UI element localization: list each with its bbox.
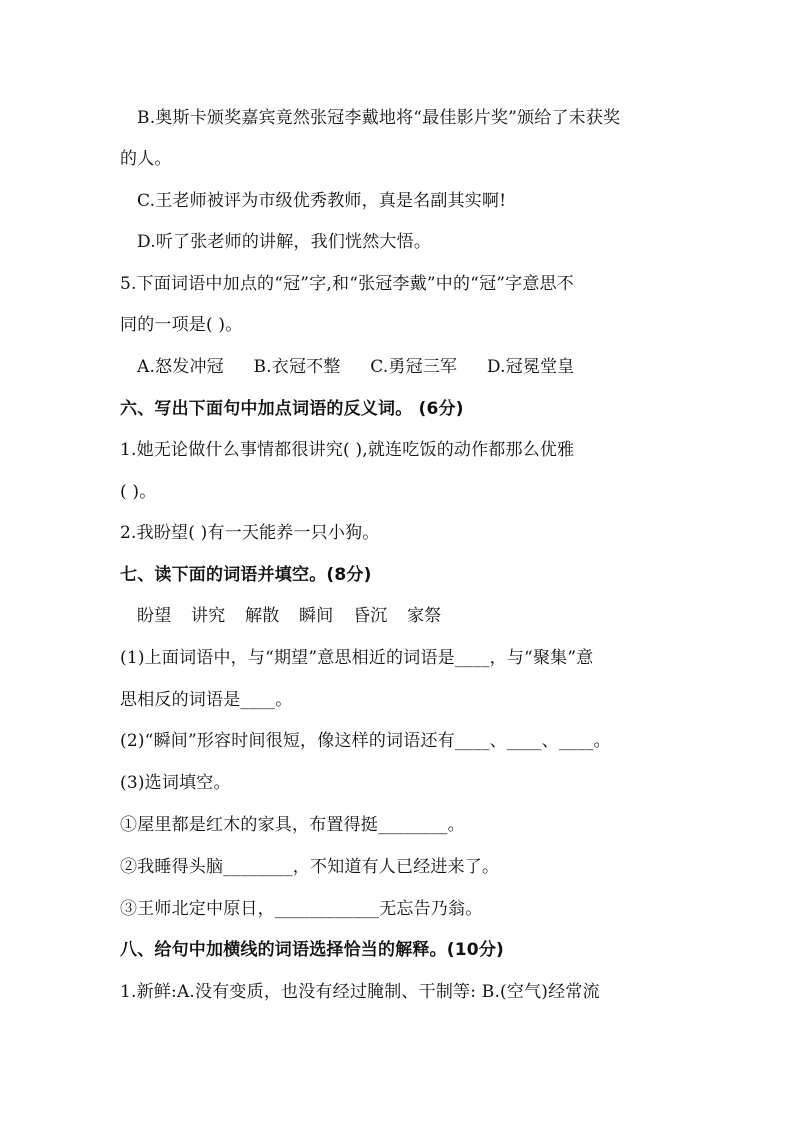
- word-item: 盼望: [137, 606, 172, 626]
- q5-options: [137, 355, 697, 379]
- q5-option-a: A.怒发冲冠: [137, 357, 224, 377]
- q5-option-b: B.衣冠不整: [253, 357, 341, 377]
- section6-q2: 2.我盼望( )有一天能养一只小狗。: [120, 523, 380, 543]
- section7-s2: ②我睡得头脑________，不知道有人已经进来了。: [120, 857, 500, 877]
- section6-q1-line1: 1.她无论做什么事情都很讲究( ),就连吃饭的动作都那么优雅: [120, 440, 575, 460]
- q5-option-d: D.冠冕堂皇: [486, 357, 575, 377]
- q5-option-c: C.勇冠三军: [370, 357, 458, 377]
- word-item: 讲究: [191, 606, 226, 626]
- q4-option-b-line2: 的人。: [120, 149, 172, 169]
- word-item: 瞬间: [299, 606, 334, 626]
- section8-q1: 1.新鲜:A.没有变质，也没有经过腌制、干制等: B.(空气)经常流: [120, 982, 600, 1002]
- section6-title: 六、写出下面句中加点词语的反义词。 (6分): [120, 399, 464, 419]
- section7-p1-line1: (1)上面词语中，与“期望”意思相近的词语是____，与“聚集”意: [120, 648, 594, 668]
- word-item: 家祭: [407, 606, 442, 626]
- q4-option-d: D.听了张老师的讲解，我们恍然大悟。: [137, 232, 432, 252]
- section6-q1-line2: ( )。: [120, 482, 157, 502]
- section7-p3: (3)选词填空。: [120, 773, 231, 793]
- word-item: 解散: [245, 606, 280, 626]
- section7-p2: (2)“瞬间”形容时间很短，像这样的词语还有____、____、____。: [120, 731, 611, 751]
- section7-s1: ①屋里都是红木的家具，布置得挺________。: [120, 815, 465, 835]
- section7-s3: ③王师北定中原日，____________无忘告乃翁。: [120, 899, 483, 919]
- section8-title: 八、给句中加横线的词语选择恰当的解释。(10分): [120, 940, 504, 960]
- q5-stem-line1: 5.下面词语中加点的“冠”字,和“张冠李戴”中的“冠”字意思不: [120, 274, 574, 294]
- q4-option-b-line1: B.奥斯卡颁奖嘉宾竟然张冠李戴地将“最佳影片奖”颁给了未获奖: [137, 108, 621, 128]
- word-item: 昏沉: [353, 606, 388, 626]
- section7-title: 七、读下面的词语并填空。(8分): [120, 565, 372, 585]
- section7-p1-line2: 思相反的词语是____。: [120, 690, 293, 710]
- q4-option-c: C.王老师被评为市级优秀教师，真是名副其实啊!: [137, 191, 507, 211]
- section7-word-list: [137, 604, 697, 628]
- q5-stem-line2: 同的一项是( )。: [120, 315, 243, 335]
